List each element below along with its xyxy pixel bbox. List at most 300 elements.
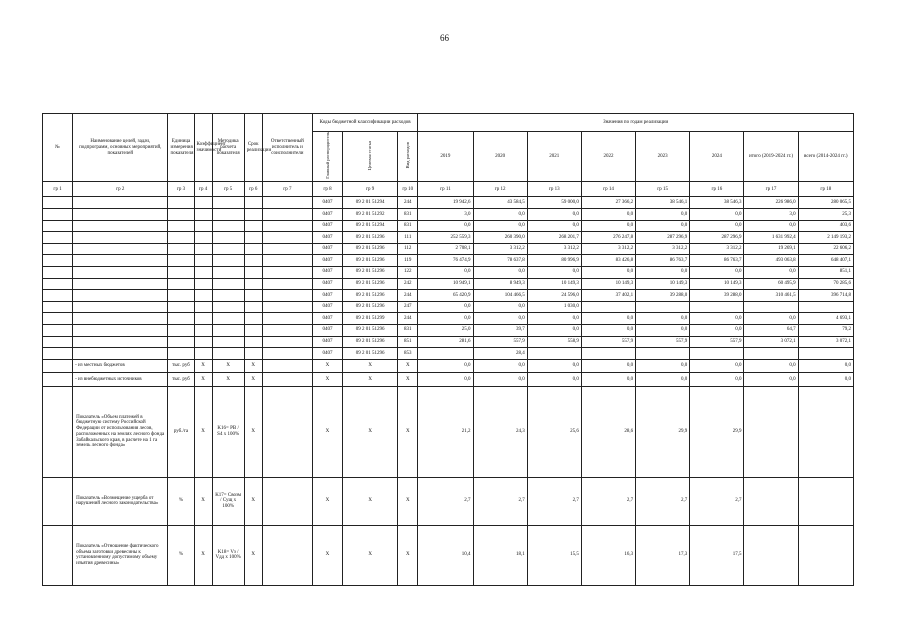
- empty-cell: [73, 255, 168, 267]
- empty-cell: [194, 336, 212, 348]
- value-cell: 0,0: [744, 373, 798, 387]
- empty-cell: [262, 209, 312, 221]
- value-cell: 19 269,1: [744, 243, 798, 255]
- value-cell: [798, 301, 853, 313]
- value-cell: 43 584,5: [473, 197, 527, 209]
- empty-cell: [744, 477, 798, 525]
- code-type-cell: 122: [398, 267, 418, 279]
- coef-cell: X: [194, 373, 212, 387]
- empty-cell: [262, 278, 312, 290]
- value-cell: 8 949,3: [473, 278, 527, 290]
- executor-cell: [262, 359, 312, 373]
- value-cell: 0,0: [636, 325, 690, 337]
- empty-cell: [168, 197, 194, 209]
- value-cell: 0,0: [473, 220, 527, 232]
- empty-cell: [244, 313, 262, 325]
- empty-cell: [43, 255, 73, 267]
- code-section-cell: 0407: [312, 220, 342, 232]
- empty-cell: [43, 373, 73, 387]
- value-cell: 3 072,1: [744, 336, 798, 348]
- empty-cell: [194, 313, 212, 325]
- column-number-cell: гр 13: [527, 182, 581, 197]
- code-section-cell: X: [312, 386, 342, 477]
- value-cell: 38 546,1: [636, 197, 690, 209]
- code-type-cell: 831: [398, 325, 418, 337]
- value-cell: 2,7: [527, 477, 581, 525]
- header-method: Методика расчета показателя: [212, 114, 244, 182]
- empty-cell: [262, 267, 312, 279]
- header-unit: Единица измерения показателя: [168, 114, 194, 182]
- value-cell: [636, 348, 690, 360]
- code-target-cell: 09 2 01 51294: [343, 220, 398, 232]
- empty-cell: [244, 243, 262, 255]
- code-type-cell: 119: [398, 255, 418, 267]
- value-cell: 0,0: [798, 373, 853, 387]
- empty-cell: [244, 348, 262, 360]
- value-cell: 10 149,3: [527, 278, 581, 290]
- code-target-cell: 09 2 01 51296: [343, 278, 398, 290]
- empty-cell: [244, 232, 262, 244]
- term-cell: X: [244, 525, 262, 585]
- code-target-cell: X: [343, 373, 398, 387]
- value-cell: 3 312,2: [581, 243, 635, 255]
- code-target-cell: 09 2 01 51296: [343, 336, 398, 348]
- column-number-cell: гр 12: [473, 182, 527, 197]
- empty-cell: [212, 348, 244, 360]
- empty-cell: [212, 336, 244, 348]
- header-no: №: [43, 114, 73, 182]
- executor-cell: [262, 477, 312, 525]
- value-cell: 0,0: [690, 209, 744, 221]
- value-cell: 268 201,7: [527, 232, 581, 244]
- value-cell: 10 149,3: [581, 278, 635, 290]
- empty-cell: [43, 348, 73, 360]
- column-number-cell: гр 4: [194, 182, 212, 197]
- value-cell: 17,3: [636, 525, 690, 585]
- value-cell: 28,6: [581, 386, 635, 477]
- header-year: 2020: [473, 132, 527, 182]
- value-cell: 10 149,3: [690, 278, 744, 290]
- value-cell: 1 631 992,4: [744, 232, 798, 244]
- column-number-cell: гр 11: [418, 182, 473, 197]
- value-cell: [690, 301, 744, 313]
- code-target-cell: X: [343, 386, 398, 477]
- value-cell: 0,0: [636, 220, 690, 232]
- table-row: [43, 197, 854, 209]
- empty-cell: [244, 301, 262, 313]
- empty-cell: [212, 313, 244, 325]
- empty-cell: [212, 232, 244, 244]
- value-cell: 648 407,1: [798, 255, 853, 267]
- empty-cell: [168, 278, 194, 290]
- coef-cell: X: [194, 359, 212, 373]
- empty-cell: [212, 301, 244, 313]
- empty-cell: [73, 243, 168, 255]
- empty-cell: [168, 336, 194, 348]
- table-row: [43, 290, 854, 302]
- value-cell: 0,0: [473, 359, 527, 373]
- code-target-cell: 09 2 01 51296: [343, 348, 398, 360]
- value-cell: 557,9: [581, 336, 635, 348]
- empty-cell: [168, 209, 194, 221]
- value-cell: 0,0: [418, 359, 473, 373]
- empty-cell: [43, 220, 73, 232]
- value-cell: 0,0: [581, 373, 635, 387]
- code-section-cell: 0407: [312, 232, 342, 244]
- value-cell: [418, 348, 473, 360]
- column-number-cell: гр 16: [690, 182, 744, 197]
- empty-cell: [43, 477, 73, 525]
- empty-cell: [244, 325, 262, 337]
- value-cell: 0,0: [581, 325, 635, 337]
- code-section-cell: 0407: [312, 278, 342, 290]
- unit-cell: %: [168, 525, 194, 585]
- empty-cell: [798, 386, 853, 477]
- value-cell: 0,0: [527, 209, 581, 221]
- column-number-cell: гр 15: [636, 182, 690, 197]
- value-cell: 558,9: [527, 336, 581, 348]
- value-cell: 19 942,6: [418, 197, 473, 209]
- empty-cell: [244, 278, 262, 290]
- value-cell: [581, 301, 635, 313]
- value-cell: 0,0: [744, 313, 798, 325]
- value-cell: 0,0: [418, 301, 473, 313]
- empty-cell: [168, 313, 194, 325]
- empty-cell: [798, 477, 853, 525]
- empty-cell: [262, 290, 312, 302]
- code-type-cell: 242: [398, 278, 418, 290]
- value-cell: 0,0: [744, 220, 798, 232]
- executor-cell: [262, 373, 312, 387]
- value-cell: 2 149 193,2: [798, 232, 853, 244]
- table-row: [43, 301, 854, 313]
- code-type-cell: 831: [398, 220, 418, 232]
- empty-cell: [43, 301, 73, 313]
- empty-cell: [194, 278, 212, 290]
- code-target-cell: X: [343, 359, 398, 373]
- code-type-cell: X: [398, 373, 418, 387]
- value-cell: 0,0: [418, 313, 473, 325]
- empty-cell: [168, 255, 194, 267]
- value-cell: 260 390,0: [473, 232, 527, 244]
- value-cell: 22 606,2: [798, 243, 853, 255]
- column-number-cell: гр 2: [73, 182, 168, 197]
- header-name: Наименование целей, задач, подпрограмм, основных мероприятий, показателей: [73, 114, 168, 182]
- empty-cell: [244, 336, 262, 348]
- value-cell: 104 466,5: [473, 290, 527, 302]
- value-cell: 25,6: [527, 386, 581, 477]
- column-number-cell: гр 10: [398, 182, 418, 197]
- empty-cell: [194, 232, 212, 244]
- empty-cell: [262, 336, 312, 348]
- coef-cell: X: [194, 386, 212, 477]
- code-target-cell: 09 2 01 51296: [343, 290, 398, 302]
- empty-cell: [43, 336, 73, 348]
- empty-cell: [262, 348, 312, 360]
- code-type-cell: 244: [398, 290, 418, 302]
- value-cell: 59 000,0: [527, 197, 581, 209]
- indicator-row: [43, 386, 854, 477]
- table-row: [43, 348, 854, 360]
- code-type-cell: 244: [398, 197, 418, 209]
- code-type-cell: X: [398, 477, 418, 525]
- empty-cell: [262, 243, 312, 255]
- coef-cell: X: [194, 477, 212, 525]
- code-type-cell: 247: [398, 301, 418, 313]
- value-cell: 18,1: [473, 525, 527, 585]
- empty-cell: [73, 313, 168, 325]
- empty-cell: [43, 243, 73, 255]
- executor-cell: [262, 525, 312, 585]
- value-cell: [798, 348, 853, 360]
- value-cell: 70 285,6: [798, 278, 853, 290]
- empty-cell: [73, 301, 168, 313]
- value-cell: 80 996,9: [527, 255, 581, 267]
- value-cell: [636, 301, 690, 313]
- empty-cell: [212, 325, 244, 337]
- column-number-cell: гр 3: [168, 182, 194, 197]
- code-target-cell: 09 2 01 51296: [343, 255, 398, 267]
- value-cell: 3 072,1: [798, 336, 853, 348]
- header-code-type: Вид расходов: [398, 132, 418, 182]
- value-cell: 2 708,1: [418, 243, 473, 255]
- value-cell: 79,2: [798, 325, 853, 337]
- column-numbers-row: [43, 182, 854, 197]
- value-cell: 17,5: [690, 525, 744, 585]
- value-cell: 29,9: [636, 386, 690, 477]
- value-cell: 0,0: [798, 359, 853, 373]
- value-cell: 0,0: [581, 359, 635, 373]
- column-number-cell: гр 5: [212, 182, 244, 197]
- value-cell: 3,0: [418, 209, 473, 221]
- code-target-cell: 09 2 01 51296: [343, 301, 398, 313]
- unit-cell: тыс. руб: [168, 373, 194, 387]
- value-cell: 65 420,9: [418, 290, 473, 302]
- value-cell: 27 366,2: [581, 197, 635, 209]
- code-target-cell: X: [343, 477, 398, 525]
- indicator-name-cell: Показатель «Объем платежей в бюджетную систему Российской Федерации от использования лесов, расположенных на землях лесного фонда Забайкальского края, в расчете на 1 га земель лесного фонда»: [73, 386, 168, 477]
- value-cell: 37 402,1: [581, 290, 635, 302]
- executor-cell: [262, 386, 312, 477]
- value-cell: 2,7: [581, 477, 635, 525]
- value-cell: 280 065,5: [798, 197, 853, 209]
- value-cell: 403,6: [798, 220, 853, 232]
- value-cell: 3 312,2: [690, 243, 744, 255]
- value-cell: 28,4: [473, 348, 527, 360]
- empty-cell: [244, 255, 262, 267]
- value-cell: 0,0: [473, 313, 527, 325]
- empty-cell: [244, 209, 262, 221]
- empty-cell: [73, 348, 168, 360]
- empty-cell: [798, 525, 853, 585]
- value-cell: 4 693,1: [798, 313, 853, 325]
- empty-cell: [244, 220, 262, 232]
- code-section-cell: 0407: [312, 209, 342, 221]
- value-cell: 86 763,7: [690, 255, 744, 267]
- empty-cell: [73, 336, 168, 348]
- term-cell: X: [244, 373, 262, 387]
- value-cell: 60 495,9: [744, 278, 798, 290]
- value-cell: 226 986,0: [744, 197, 798, 209]
- value-cell: 557,9: [636, 336, 690, 348]
- value-cell: 2,7: [473, 477, 527, 525]
- column-number-cell: гр 14: [581, 182, 635, 197]
- value-cell: [581, 348, 635, 360]
- value-cell: 2,7: [636, 477, 690, 525]
- value-cell: 78 637,8: [473, 255, 527, 267]
- value-cell: 83 426,8: [581, 255, 635, 267]
- empty-cell: [194, 325, 212, 337]
- empty-cell: [194, 197, 212, 209]
- empty-cell: [43, 525, 73, 585]
- header-year: 2023: [636, 132, 690, 182]
- header-code-main: Главный распорядитель: [312, 132, 342, 182]
- empty-cell: [168, 301, 194, 313]
- table-row: [43, 220, 854, 232]
- table-row: [43, 325, 854, 337]
- empty-cell: [262, 313, 312, 325]
- value-cell: 0,0: [581, 209, 635, 221]
- value-cell: 25,0: [418, 325, 473, 337]
- source-row: [43, 373, 854, 387]
- empty-cell: [262, 255, 312, 267]
- code-type-cell: 831: [398, 209, 418, 221]
- empty-cell: [43, 386, 73, 477]
- code-target-cell: X: [343, 525, 398, 585]
- column-number-cell: гр 1: [43, 182, 73, 197]
- value-cell: 310 461,5: [744, 290, 798, 302]
- value-cell: 39 288,0: [636, 290, 690, 302]
- table-row: [43, 232, 854, 244]
- source-row: [43, 359, 854, 373]
- value-cell: 64,7: [744, 325, 798, 337]
- empty-cell: [168, 232, 194, 244]
- header-year: 2022: [581, 132, 635, 182]
- empty-cell: [194, 301, 212, 313]
- empty-cell: [73, 278, 168, 290]
- value-cell: 0,0: [636, 359, 690, 373]
- indicator-row: [43, 525, 854, 585]
- header-year: 2019: [418, 132, 473, 182]
- value-cell: 29,9: [690, 386, 744, 477]
- value-cell: [690, 348, 744, 360]
- empty-cell: [73, 267, 168, 279]
- code-section-cell: 0407: [312, 348, 342, 360]
- code-type-cell: X: [398, 525, 418, 585]
- value-cell: 0,0: [690, 313, 744, 325]
- value-cell: 86 763,7: [636, 255, 690, 267]
- value-cell: 0,0: [581, 220, 635, 232]
- method-cell: X: [212, 359, 244, 373]
- table-row: [43, 209, 854, 221]
- empty-cell: [262, 325, 312, 337]
- empty-cell: [168, 290, 194, 302]
- code-section-cell: 0407: [312, 325, 342, 337]
- empty-cell: [262, 232, 312, 244]
- header-term: Срок реализации: [244, 114, 262, 182]
- code-type-cell: X: [398, 359, 418, 373]
- code-section-cell: 0407: [312, 313, 342, 325]
- empty-cell: [43, 313, 73, 325]
- empty-cell: [43, 290, 73, 302]
- budget-table: [42, 113, 854, 586]
- empty-cell: [73, 290, 168, 302]
- value-cell: 21,2: [418, 386, 473, 477]
- value-cell: 3 312,2: [527, 243, 581, 255]
- empty-cell: [194, 243, 212, 255]
- value-cell: 851,1: [798, 267, 853, 279]
- value-cell: 39 288,0: [690, 290, 744, 302]
- value-cell: 3 312,2: [636, 243, 690, 255]
- code-section-cell: 0407: [312, 197, 342, 209]
- empty-cell: [744, 525, 798, 585]
- empty-cell: [168, 325, 194, 337]
- code-target-cell: 09 2 01 51296: [343, 232, 398, 244]
- empty-cell: [194, 348, 212, 360]
- value-cell: 0,0: [473, 301, 527, 313]
- code-target-cell: 09 2 01 51292: [343, 209, 398, 221]
- code-target-cell: 09 2 01 51296: [343, 325, 398, 337]
- value-cell: 15,5: [527, 525, 581, 585]
- empty-cell: [212, 243, 244, 255]
- value-cell: 3 312,2: [473, 243, 527, 255]
- value-cell: 2,7: [690, 477, 744, 525]
- value-cell: 0,0: [527, 325, 581, 337]
- unit-cell: %: [168, 477, 194, 525]
- code-section-cell: 0407: [312, 267, 342, 279]
- empty-cell: [262, 220, 312, 232]
- value-cell: 10 949,1: [418, 278, 473, 290]
- empty-cell: [744, 386, 798, 477]
- code-section-cell: X: [312, 373, 342, 387]
- table-row: [43, 243, 854, 255]
- value-cell: 287 296,9: [636, 232, 690, 244]
- table-row: [43, 336, 854, 348]
- term-cell: X: [244, 386, 262, 477]
- empty-cell: [73, 220, 168, 232]
- value-cell: 0,0: [690, 220, 744, 232]
- empty-cell: [212, 209, 244, 221]
- code-type-cell: 851: [398, 336, 418, 348]
- method-cell: K17= Свозм / Сущ x 100%: [212, 477, 244, 525]
- indicator-name-cell: Показатель «Отношение фактического объема заготовки древесины к установленному допустимому объему изъятия древесины»: [73, 525, 168, 585]
- method-cell: K18= Vз / Vдд x 100%: [212, 525, 244, 585]
- value-cell: 0,0: [581, 313, 635, 325]
- value-cell: [744, 301, 798, 313]
- value-cell: 0,0: [690, 359, 744, 373]
- empty-cell: [194, 220, 212, 232]
- table-row: [43, 255, 854, 267]
- value-cell: 0,0: [690, 267, 744, 279]
- empty-cell: [212, 278, 244, 290]
- empty-cell: [168, 243, 194, 255]
- value-cell: 0,0: [744, 359, 798, 373]
- value-cell: [744, 348, 798, 360]
- value-cell: 0,0: [636, 267, 690, 279]
- value-cell: 0,0: [527, 267, 581, 279]
- empty-cell: [43, 209, 73, 221]
- code-target-cell: 09 2 01 51294: [343, 197, 398, 209]
- value-cell: 0,0: [418, 220, 473, 232]
- value-cell: 10,4: [418, 525, 473, 585]
- value-cell: 276 247,8: [581, 232, 635, 244]
- page-number: 66: [440, 33, 449, 43]
- header-executor: Ответственный исполнитель и соисполнители: [262, 114, 312, 182]
- term-cell: X: [244, 359, 262, 373]
- header-year: 2024: [690, 132, 744, 182]
- value-cell: 0,0: [473, 267, 527, 279]
- empty-cell: [262, 301, 312, 313]
